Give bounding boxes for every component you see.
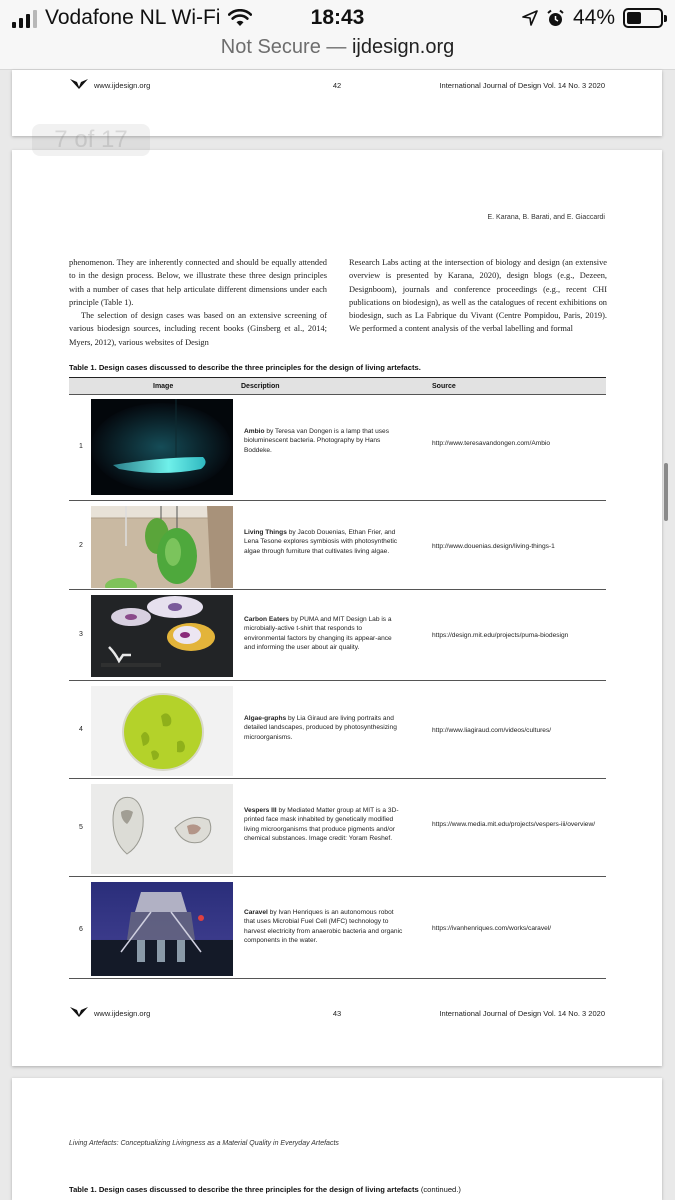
- column-header-source: Source: [432, 383, 456, 390]
- paragraph: The selection of design cases was based on an extensive screening of various biodesign sources, including recent books (Ginsberg et al., 2014; Myers, 2012), various websites of Design: [69, 311, 327, 347]
- case-text: by Jacob Douenias, Ethan Frier, and Lena Tesone explores symbiosis with photosynthetic algae through furniture that cultivates living algae.: [244, 529, 398, 555]
- table-row: [69, 591, 606, 681]
- row-description: [244, 908, 404, 945]
- footer-site: www.ijdesign.org: [94, 81, 151, 90]
- case-text: by PUMA and MIT Design Lab is a microbially-active t-shirt that responds to environmental factors by changing its appear-ance and informing the user about air quality.: [244, 616, 392, 651]
- url-host: ijdesign.org: [351, 36, 455, 58]
- address-bar[interactable]: [0, 36, 675, 70]
- case-text: by Mediated Matter group at MIT is a 3D-printed face mask inhabited by genetically modified living microorganisms that produce pigments and/or chemical substances. Image credit: Yoram Reshef.: [244, 807, 399, 842]
- table-caption-text: Table 1. Design cases discussed to describe the three principles for the design of living artefacts: [69, 1185, 419, 1194]
- case-name: Vespers III: [244, 807, 277, 814]
- row-description: [244, 528, 404, 556]
- body-column-right: [349, 256, 607, 336]
- footer-journal: International Journal of Design Vol. 14 No. 3 2020: [439, 1009, 605, 1018]
- table-caption-continued: (continued.): [418, 1185, 461, 1194]
- table-row: [69, 502, 606, 590]
- row-number: 1: [79, 443, 83, 450]
- footer-page-number: 42: [332, 81, 342, 90]
- table-caption: [69, 1185, 461, 1194]
- status-bar: [0, 0, 675, 36]
- case-name: Ambio: [244, 428, 265, 435]
- clock: 18:43: [310, 6, 365, 29]
- row-description: [244, 427, 404, 455]
- living-things-photo: [91, 506, 233, 588]
- carrier-name: Vodafone NL Wi-Fi: [45, 6, 221, 29]
- vespers-iii-photo: [91, 784, 233, 874]
- column-header-image: Image: [153, 383, 174, 390]
- case-text: by Lia Giraud are living portraits and detailed landscapes, produced by photosynthesizing microorganisms.: [244, 715, 397, 741]
- table-row: [69, 682, 606, 779]
- case-name: Algae-graphs: [244, 715, 287, 722]
- row-source[interactable]: http://www.liagiraud.com/videos/cultures/: [432, 727, 552, 734]
- column-header-description: Description: [241, 383, 280, 390]
- case-name: Living Things: [244, 529, 287, 536]
- row-number: 4: [79, 726, 83, 733]
- paragraph: phenomenon. They are inherently connected and should be equally attended to in the design process. Below, we illustrate these three design principles with a number of cases that help articulate different dimensions under each principle (Table 1).: [69, 258, 327, 307]
- table-row: [69, 395, 606, 501]
- row-number: 3: [79, 631, 83, 638]
- page-footer: [69, 80, 605, 94]
- body-column-left: [69, 256, 327, 349]
- carbon-eaters-photo: [91, 595, 233, 677]
- paragraph: Research Labs acting at the intersection of biology and design (an extensive overview is presented by Karana, 2020), design blogs (e.g., Dezeen, Designboom), journals and conference proceedings (e.g., recent CHI publications on biodesign), as well as the catalogues of recent exhibitions on biodesign, such as La Fabrique du Vivant (Centre Pompidou, Paris, 2019). We performed a content analysis of the verbal labelling and formal: [349, 258, 607, 334]
- row-description: [244, 806, 404, 843]
- row-source[interactable]: https://ivanhenriques.com/works/caravel/: [432, 925, 552, 932]
- ambio-lamp-photo: [91, 399, 233, 495]
- footer-journal: International Journal of Design Vol. 14 No. 3 2020: [439, 81, 605, 90]
- pdf-page-44: [12, 1078, 662, 1200]
- security-label: Not Secure —: [220, 36, 347, 58]
- row-source[interactable]: https://design.mit.edu/projects/puma-biodesign: [432, 632, 569, 639]
- row-number: 5: [79, 824, 83, 831]
- row-number: 2: [79, 542, 83, 549]
- row-source[interactable]: http://www.douenias.design/living-things-1: [432, 543, 555, 550]
- row-description: [244, 615, 404, 652]
- alarm-clock-icon: [546, 9, 565, 28]
- running-title-text: Living Artefacts: Conceptualizing Livingness as a Material Quality in Everyday Artefacts: [69, 1140, 339, 1147]
- row-source[interactable]: https://www.media.mit.edu/projects/vespers-iii/overview/: [432, 821, 596, 828]
- row-description: [244, 714, 404, 742]
- status-right: [522, 6, 663, 30]
- row-source[interactable]: http://www.teresavandongen.com/Ambio: [432, 440, 551, 447]
- table-row: [69, 878, 606, 979]
- running-header-title: [69, 1140, 339, 1147]
- caravel-robot-photo: [91, 882, 233, 976]
- case-name: Carbon Eaters: [244, 616, 290, 623]
- table-row: [69, 780, 606, 877]
- location-arrow-icon: [522, 10, 538, 26]
- footer-page-number: 43: [332, 1009, 342, 1018]
- page-indicator: 7 of 17: [32, 124, 150, 156]
- footer-site: www.ijdesign.org: [94, 1009, 151, 1018]
- battery-icon: [623, 8, 663, 28]
- case-text: by Teresa van Dongen is a lamp that uses bioluminescent bacteria. Photography by Hans Boddeke.: [244, 428, 390, 454]
- running-header-authors: E. Karana, B. Barati, and E. Giaccardi: [487, 214, 605, 221]
- page-footer: [69, 1008, 605, 1022]
- row-number: 6: [79, 926, 83, 933]
- battery-fill: [627, 12, 641, 24]
- scroll-indicator[interactable]: [664, 463, 668, 521]
- case-text: by Ivan Henriques is an autonomous robot that uses Microbial Fuel Cell (MFC) technology to harvest electricity from anaerobic bacteria and organic components in the water.: [244, 909, 403, 944]
- pdf-page-43: [12, 150, 662, 1066]
- battery-percentage: 44%: [572, 6, 615, 29]
- table-caption: Table 1. Design cases discussed to describe the three principles for the design of living artefacts.: [69, 363, 421, 372]
- case-name: Caravel: [244, 909, 268, 916]
- table-header-row: [69, 377, 606, 395]
- algae-graphs-photo: [91, 686, 233, 776]
